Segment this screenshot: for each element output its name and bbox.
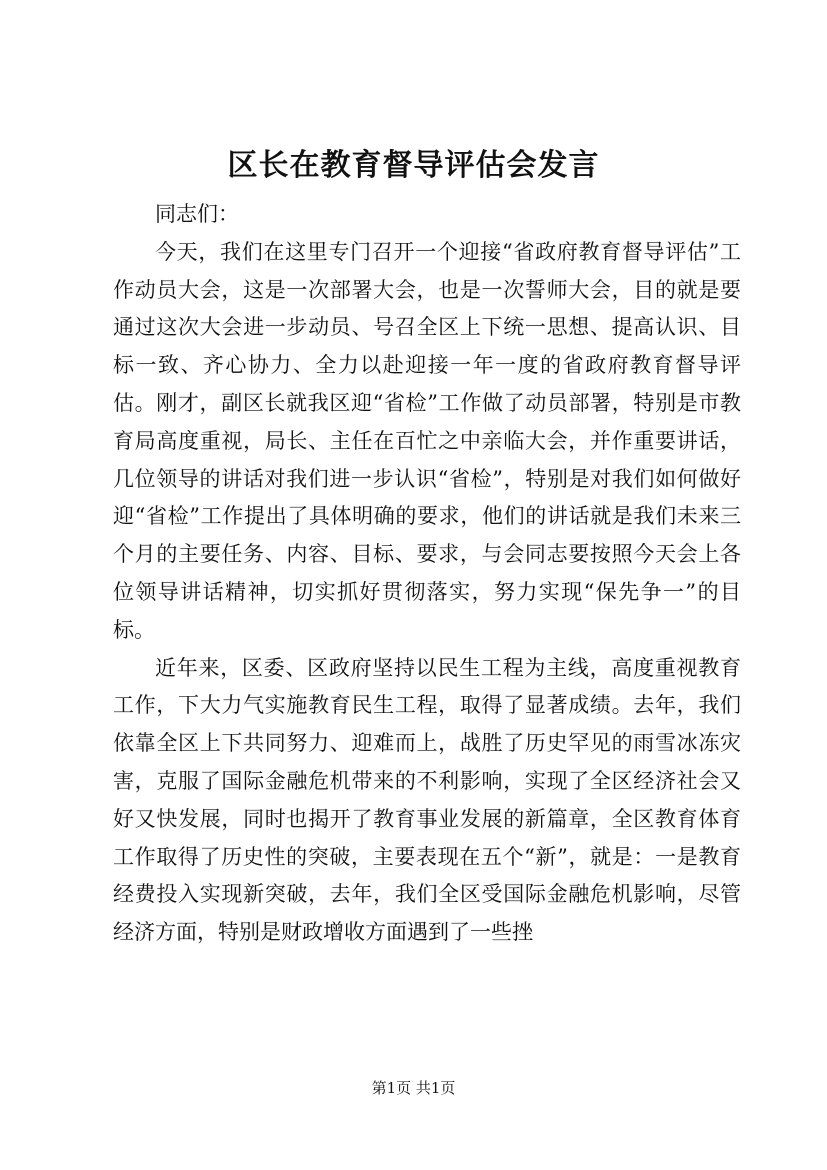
document-body — [113, 196, 741, 952]
salutation: 同志们： — [155, 202, 239, 226]
paragraph-2: 近年来，区委、区政府坚持以民生工程为主线，高度重视教育工作，下大力气实施教育民生工程，取得了显著成绩。去年，我们依靠全区上下共同努力、迎难而上，战胜了历史罕见的雨雪冰冻灾害，克服了国际金融危机带来的不利影响，实现了全区经济社会又好又快发展，同时也揭开了教育事业发展的新篇章，全区教育体育工作取得了历史性的突破，主要表现在五个“新”，就是：一是教育经费投入实现新突破，去年，我们全区受国际金融危机影响，尽管经济方面，特别是财政增收方面遇到了一些挫 — [113, 655, 741, 945]
page-footer: 第1页 共1页 — [371, 1079, 456, 1097]
paragraph-1: 今天，我们在这里专门召开一个迎接“省政府教育督导评估”工作动员大会，这是一次部署大会，也是一次誓师大会，目的就是要通过这次大会进一步动员、号召全区上下统一思想、提高认识、目标一致、齐心协力、全力以赴迎接一年一度的省政府教育督导评估。刚才，副区长就我区迎“省检”工作做了动员部署，特别是市教育局高度重视，局长、主任在百忙之中亲临大会，并作重要讲话，几位领导的讲话对我们进一步认识“省检”，特别是对我们如何做好迎“省检”工作提出了具体明确的要求，他们的讲话就是我们未来三个月的主要任务、内容、目标、要求，与会同志要按照今天会上各位领导讲话精神，切实抓好贯彻落实，努力实现“保先争一”的目标。 — [113, 239, 741, 642]
document-title: 区长在教育督导评估会发言 — [227, 148, 600, 183]
